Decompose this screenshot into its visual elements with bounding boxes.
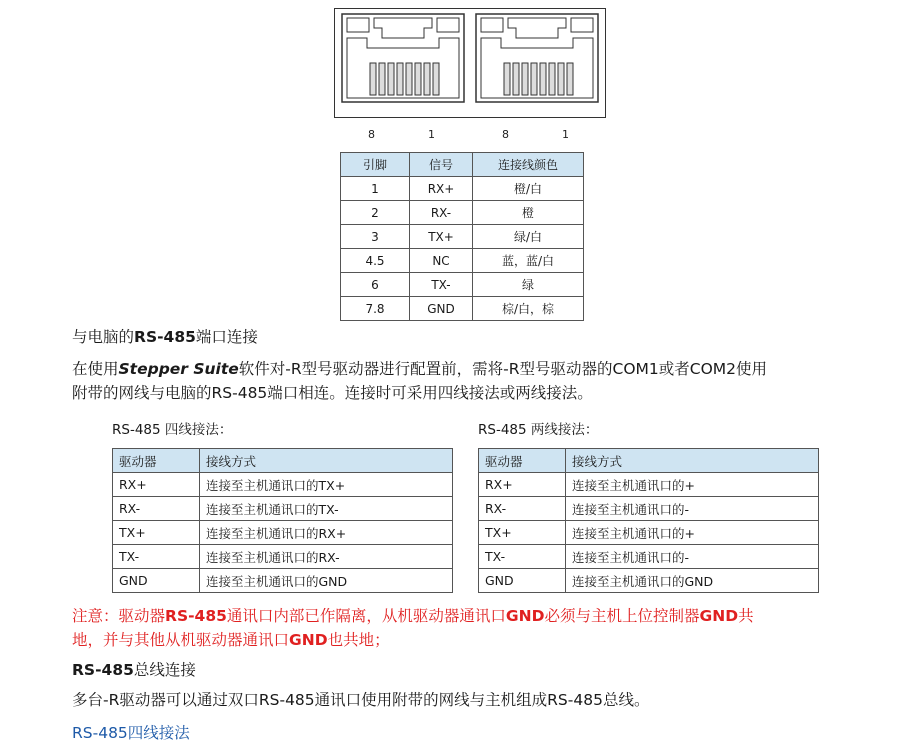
cell: TX+ — [479, 521, 566, 545]
four-wire-bus-link[interactable]: RS-485四线接法 — [72, 724, 190, 742]
cell: 1 — [341, 177, 410, 201]
cell: TX+ — [410, 225, 473, 249]
table-row — [479, 521, 819, 545]
heading-bold-text: RS-485 — [72, 661, 134, 679]
warning-bold-text: GND — [699, 607, 739, 625]
right-port-pin-8-label: 8 — [502, 128, 509, 141]
table-row — [113, 473, 453, 497]
table-row — [113, 569, 453, 593]
warning-bold-text: GND — [505, 607, 545, 625]
header-wiring: 接线方式 — [566, 449, 819, 473]
two-wire-table — [478, 448, 819, 593]
pin-assignment-table — [340, 152, 584, 321]
software-name: Stepper Suite — [118, 360, 239, 378]
header-wire-color: 连接线颜色 — [473, 153, 584, 177]
header-driver: 驱动器 — [113, 449, 200, 473]
cell: GND — [410, 297, 473, 321]
cell: 蓝，蓝/白 — [473, 249, 584, 273]
bus-connection-heading — [72, 658, 196, 680]
left-port-pin-8-label: 8 — [368, 128, 375, 141]
left-port-pin-1-label: 1 — [428, 128, 435, 141]
warning-text: 注意：驱动器 — [72, 607, 166, 625]
right-port — [476, 14, 598, 102]
warning-text: 共 — [738, 607, 754, 625]
warning-text: 必须与主机上位控制器 — [544, 607, 700, 625]
left-port — [342, 14, 464, 102]
cell: GND — [113, 569, 200, 593]
cell: 绿/白 — [473, 225, 584, 249]
table-row — [479, 497, 819, 521]
cell: 连接至主机通讯口的+ — [566, 521, 819, 545]
two-wire-caption: RS-485 两线接法： — [478, 422, 599, 438]
table-header-row — [113, 449, 453, 473]
cell: 连接至主机通讯口的+ — [566, 473, 819, 497]
bus-connection-paragraph: 多台-R驱动器可以通过双口RS-485通讯口使用附带的网线与主机组成RS-485总线。 — [72, 691, 650, 709]
heading-text: 总线连接 — [133, 661, 196, 679]
cell: 连接至主机通讯口的- — [566, 545, 819, 569]
table-header-row — [479, 449, 819, 473]
cell: 7.8 — [341, 297, 410, 321]
heading-bold-text: RS-485 — [134, 328, 196, 346]
warning-bold-text: RS-485 — [165, 607, 227, 625]
header-pin: 引脚 — [341, 153, 410, 177]
cell: NC — [410, 249, 473, 273]
warning-text: 地，并与其他从机驱动器通讯口 — [72, 631, 290, 649]
cell: 棕/白，棕 — [473, 297, 584, 321]
pc-connection-heading — [72, 325, 258, 347]
table-row — [341, 177, 584, 201]
cell: RX+ — [113, 473, 200, 497]
table-row — [113, 521, 453, 545]
cell: 连接至主机通讯口的RX+ — [200, 521, 453, 545]
cell: 2 — [341, 201, 410, 225]
table-row — [479, 545, 819, 569]
cell: 连接至主机通讯口的- — [566, 497, 819, 521]
warning-bold-text: GND — [289, 631, 328, 649]
header-driver: 驱动器 — [479, 449, 566, 473]
heading-text: 与电脑的 — [72, 328, 135, 346]
cell: RX+ — [479, 473, 566, 497]
cell: RX- — [479, 497, 566, 521]
cell: GND — [479, 569, 566, 593]
cell: 连接至主机通讯口的GND — [200, 569, 453, 593]
header-signal: 信号 — [410, 153, 473, 177]
table-row — [113, 545, 453, 569]
cell: TX- — [113, 545, 200, 569]
cell: 连接至主机通讯口的TX- — [200, 497, 453, 521]
table-row — [341, 225, 584, 249]
paragraph-text: 软件对-R型号驱动器进行配置前，需将-R型号驱动器的COM1或者COM2使用 — [238, 360, 768, 378]
cell: TX- — [479, 545, 566, 569]
cell: 连接至主机通讯口的RX- — [200, 545, 453, 569]
paragraph-text: 附带的网线与电脑的RS-485端口相连。连接时可采用四线接法或两线接法。 — [72, 384, 593, 402]
cell: 6 — [341, 273, 410, 297]
table-row — [113, 497, 453, 521]
table-row — [479, 569, 819, 593]
four-wire-caption: RS-485 四线接法： — [112, 422, 233, 438]
rj45-connector-diagram — [334, 8, 606, 118]
cell: RX- — [410, 201, 473, 225]
cell: TX+ — [113, 521, 200, 545]
table-row — [341, 297, 584, 321]
four-wire-table — [112, 448, 453, 593]
cell: 3 — [341, 225, 410, 249]
header-wiring: 接线方式 — [200, 449, 453, 473]
table-row — [341, 273, 584, 297]
heading-text: 端口连接 — [195, 328, 258, 346]
right-port-pin-1-label: 1 — [562, 128, 569, 141]
cell: 连接至主机通讯口的TX+ — [200, 473, 453, 497]
cell: 橙/白 — [473, 177, 584, 201]
table-row — [341, 249, 584, 273]
warning-text: 也共地； — [327, 631, 390, 649]
table-row — [341, 201, 584, 225]
table-row — [479, 473, 819, 497]
cell: 4.5 — [341, 249, 410, 273]
cell: 绿 — [473, 273, 584, 297]
pc-connection-paragraph — [72, 357, 872, 405]
cell: RX- — [113, 497, 200, 521]
warning-text: 通讯口内部已作隔离，从机驱动器通讯口 — [226, 607, 506, 625]
cell: RX+ — [410, 177, 473, 201]
table-header-row — [341, 153, 584, 177]
paragraph-text: 在使用 — [72, 360, 119, 378]
cell: TX- — [410, 273, 473, 297]
cell: 橙 — [473, 201, 584, 225]
isolation-warning — [72, 604, 872, 652]
cell: 连接至主机通讯口的GND — [566, 569, 819, 593]
